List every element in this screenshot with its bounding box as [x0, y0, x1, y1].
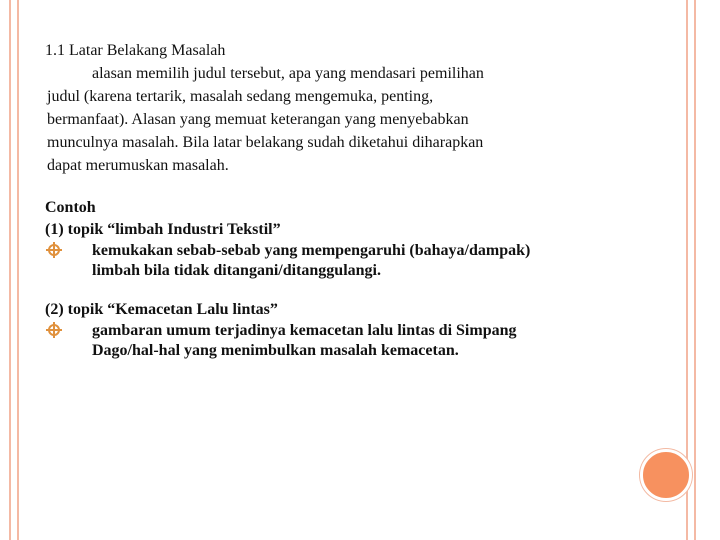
- paragraph-line: alasan memilih judul tersebut, apa yang mendasari pemilihan: [92, 65, 484, 82]
- bullet-line: kemukakan sebab-sebab yang mempengaruhi (bahaya/dampak): [92, 242, 531, 259]
- background-paragraph: [45, 62, 655, 177]
- paragraph-line: bermanfaat). Alasan yang memuat keterangan yang menyebabkan: [47, 111, 469, 128]
- bullet-cross-circle-icon: [48, 244, 60, 256]
- example-section: [45, 197, 655, 361]
- example-topic-1: (1) topik “limbah Industri Tekstil”: [45, 221, 281, 238]
- example-title: Contoh: [45, 199, 96, 216]
- bullet-line: Dago/hal-hal yang menimbulkan masalah kemacetan.: [92, 342, 459, 359]
- paragraph-line: dapat merumuskan masalah.: [47, 157, 229, 174]
- bullet-line: limbah bila tidak ditangani/ditanggulangi.: [92, 262, 381, 279]
- example-bullet-1: [45, 241, 655, 281]
- right-border-line-outer: [694, 0, 696, 540]
- paragraph-line: judul (karena tertarik, masalah sedang mengemuka, penting,: [47, 88, 434, 105]
- left-border-line-inner: [17, 0, 19, 540]
- decorative-circle: [640, 449, 692, 501]
- bullet-cross-circle-icon: [48, 324, 60, 336]
- left-border-line-outer: [9, 0, 11, 540]
- slide-content: [45, 40, 655, 361]
- bullet-line: gambaran umum terjadinya kemacetan lalu lintas di Simpang: [92, 322, 517, 339]
- paragraph-line: munculnya masalah. Bila latar belakang sudah diketahui diharapkan: [47, 134, 484, 151]
- example-bullet-2: [45, 321, 655, 361]
- section-heading: 1.1 Latar Belakang Masalah: [45, 42, 226, 59]
- example-topic-2: (2) topik “Kemacetan Lalu lintas”: [45, 301, 278, 318]
